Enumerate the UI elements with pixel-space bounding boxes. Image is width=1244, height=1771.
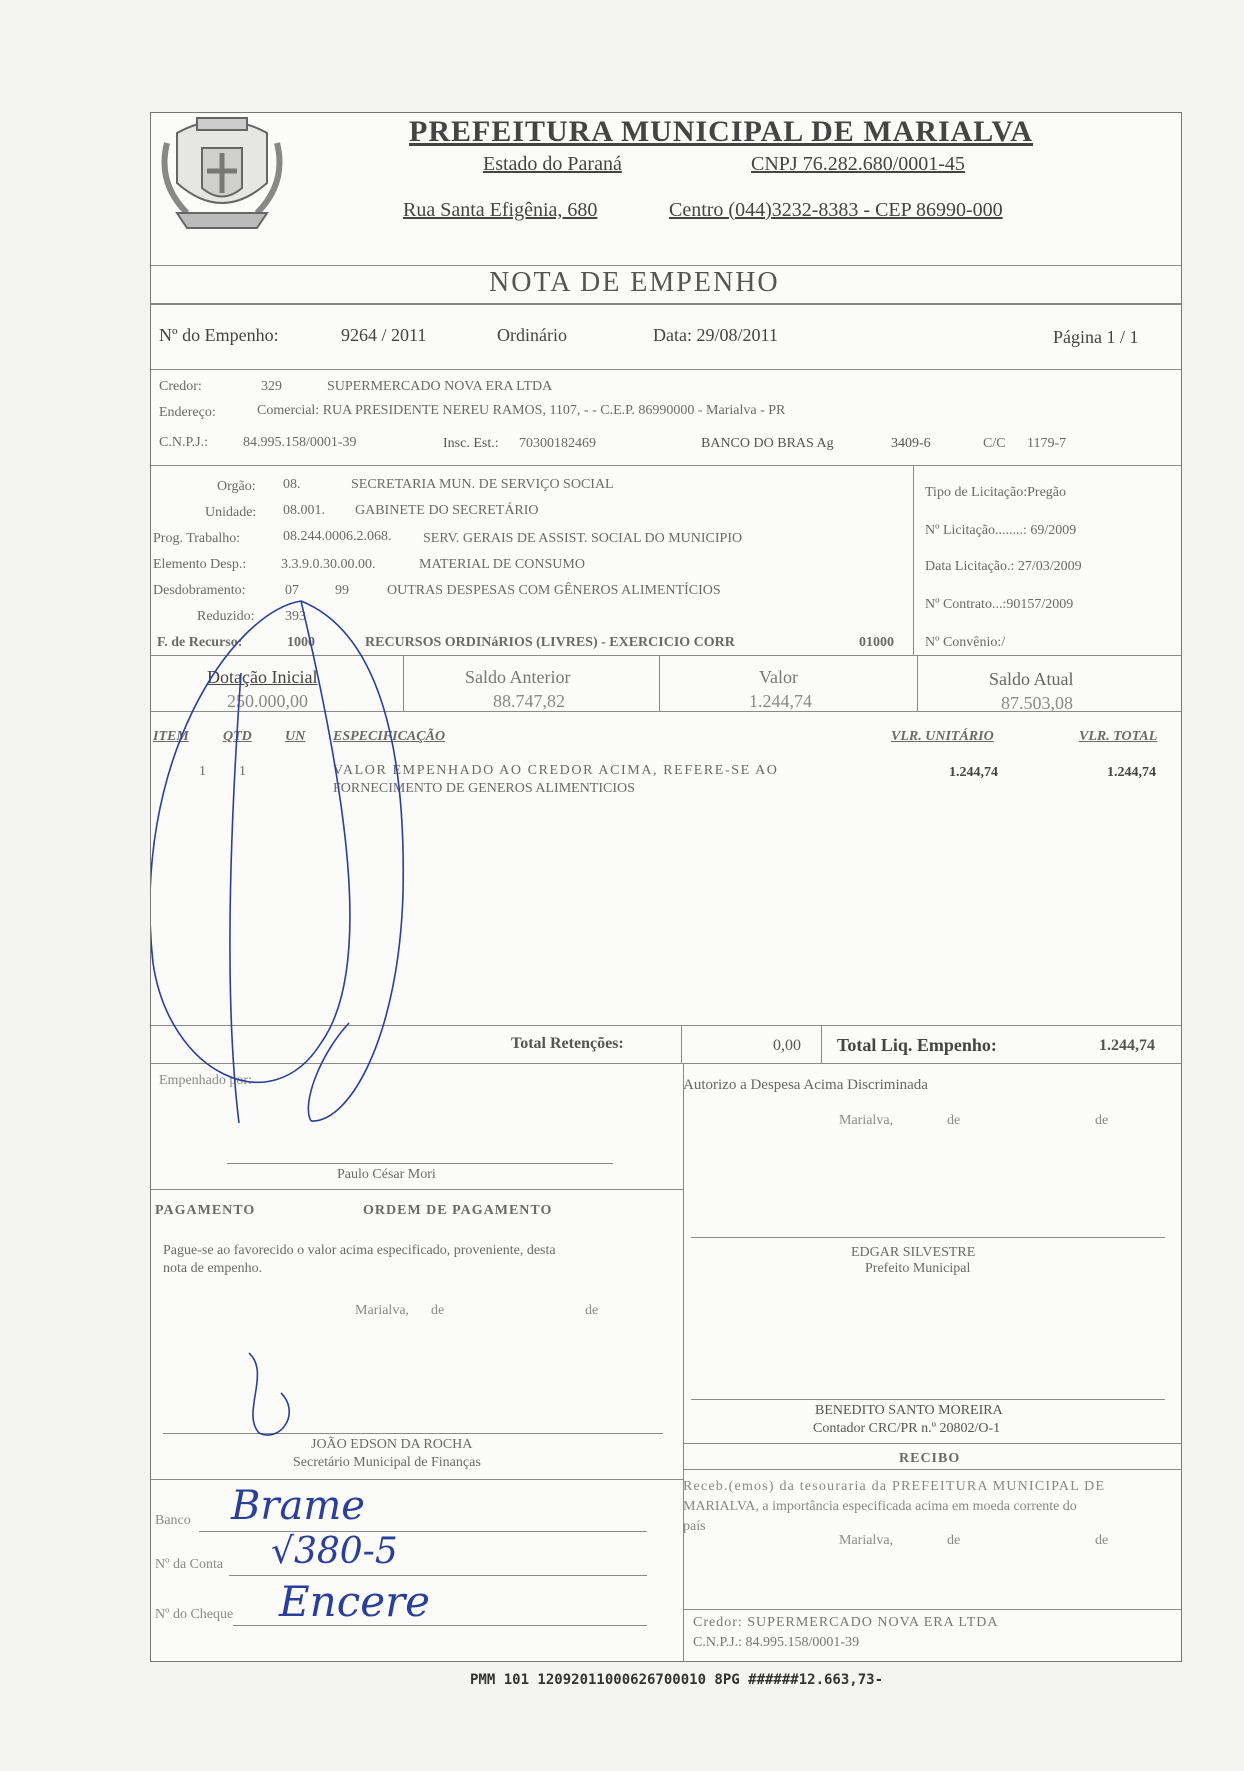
numero-contrato: Nº Contrato...:90157/2009 bbox=[925, 597, 1074, 612]
empenhado-por-label: Empenhado por: bbox=[159, 1073, 252, 1088]
desdobramento-label: Desdobramento: bbox=[153, 583, 246, 598]
elemento-despesa-label: Elemento Desp.: bbox=[153, 557, 247, 572]
valor-value: 1.244,74 bbox=[749, 691, 812, 711]
ordem-de-pagamento-label: ORDEM DE PAGAMENTO bbox=[363, 1203, 553, 1218]
bank-agency: 3409-6 bbox=[891, 436, 931, 451]
column-header-un: UN bbox=[285, 729, 306, 744]
orgao-value: 08. bbox=[283, 477, 301, 492]
recibo-de-2: de bbox=[1095, 1533, 1109, 1548]
cnpj-label: C.N.P.J.: bbox=[159, 435, 209, 450]
cc-value: 1179-7 bbox=[1027, 436, 1067, 451]
elemento-despesa-value: 3.3.9.0.30.00.00. bbox=[281, 557, 376, 572]
unidade-label: Unidade: bbox=[205, 505, 257, 520]
dotacao-inicial-label: Dotação Inicial bbox=[207, 667, 318, 687]
saldo-anterior-label: Saldo Anterior bbox=[465, 667, 571, 687]
total-liquido-value: 1.244,74 bbox=[1099, 1037, 1155, 1054]
saldo-anterior-value: 88.747,82 bbox=[493, 691, 565, 711]
fonte-recurso-value: 1000 bbox=[287, 635, 315, 650]
prog-trabalho-value: 08.244.0006.2.068. bbox=[283, 529, 392, 544]
valor-label: Valor bbox=[759, 667, 798, 687]
credor-cnpj: 84.995.158/0001-39 bbox=[243, 435, 357, 450]
pagamento-marialva: Marialva, bbox=[355, 1303, 410, 1318]
cc-label: C/C bbox=[983, 436, 1006, 451]
item-number: 1 bbox=[199, 764, 206, 779]
desdobramento-description: OUTRAS DESPESAS COM GÊNEROS ALIMENTÍCIOS bbox=[387, 583, 721, 598]
document-title: NOTA DE EMPENHO bbox=[489, 267, 780, 298]
empenho-date: Data: 29/08/2011 bbox=[653, 325, 778, 345]
prog-trabalho-label: Prog. Trabalho: bbox=[153, 531, 241, 546]
dotacao-inicial-value: 250.000,00 bbox=[227, 691, 308, 711]
contador-title: Contador CRC/PR n.º 20802/O-1 bbox=[813, 1421, 1001, 1436]
secretario-financas-title: Secretário Municipal de Finanças bbox=[293, 1455, 481, 1470]
empenho-type: Ordinário bbox=[497, 325, 567, 345]
credor-code: 329 bbox=[261, 379, 282, 394]
autorizo-de-2: de bbox=[1095, 1113, 1109, 1128]
footer-code: PMM 101 12092011000626700010 8PG ######12.663,73- bbox=[470, 1672, 884, 1688]
column-header-qtd: QTD bbox=[223, 729, 252, 744]
endereco-label: Endereço: bbox=[159, 405, 216, 420]
orgao-description: SECRETARIA MUN. DE SERVIÇO SOCIAL bbox=[351, 477, 614, 492]
unidade-description: GABINETE DO SECRETÁRIO bbox=[355, 503, 539, 518]
item-specification-line2: FORNECIMENTO DE GENEROS ALIMENTICIOS bbox=[333, 781, 635, 796]
credor-label: Credor: bbox=[159, 379, 202, 394]
desdobramento-code-a: 07 bbox=[285, 583, 299, 598]
reduzido-label: Reduzido: bbox=[197, 609, 255, 624]
conta-handwritten: √380-5 bbox=[271, 1531, 398, 1572]
state-name: Estado do Paraná bbox=[483, 153, 622, 175]
unidade-value: 08.001. bbox=[283, 503, 325, 518]
item-total-value: 1.244,74 bbox=[1107, 765, 1156, 780]
autorizo-marialva: Marialva, bbox=[839, 1113, 894, 1128]
item-quantity: 1 bbox=[239, 764, 246, 779]
recibo-marialva: Marialva, bbox=[839, 1533, 894, 1548]
prefeitura-cnpj: CNPJ 76.282.680/0001-45 bbox=[751, 153, 965, 175]
column-header-vlr-unitario: VLR. UNITÁRIO bbox=[891, 729, 994, 744]
item-specification-line1: VALOR EMPENHADO AO CREDOR ACIMA, REFERE-SE AO bbox=[333, 763, 779, 778]
pagamento-label: PAGAMENTO bbox=[155, 1203, 256, 1218]
reduzido-value: 393 bbox=[285, 609, 306, 624]
total-liquido-label: Total Liq. Empenho: bbox=[837, 1035, 997, 1055]
prefeitura-district-phone: Centro (044)3232-8383 - CEP 86990-000 bbox=[669, 199, 1003, 221]
orgao-label: Orgão: bbox=[217, 479, 256, 494]
autorizo-de-1: de bbox=[947, 1113, 961, 1128]
column-header-especificacao: ESPECIFICAÇÃO bbox=[333, 729, 446, 744]
total-retencoes-label: Total Retenções: bbox=[511, 1035, 624, 1052]
recibo-credor: Credor: SUPERMERCADO NOVA ERA LTDA bbox=[693, 1615, 999, 1630]
recibo-text-line3: país bbox=[683, 1519, 706, 1534]
banco-handwritten: Brame bbox=[231, 1483, 365, 1529]
empenhado-por-name: Paulo César Mori bbox=[337, 1167, 436, 1182]
prefeitura-title: PREFEITURA MUNICIPAL DE MARIALVA bbox=[409, 115, 1034, 148]
recibo-de-1: de bbox=[947, 1533, 961, 1548]
empenho-number-label: Nº do Empenho: bbox=[159, 325, 279, 345]
elemento-despesa-description: MATERIAL DE CONSUMO bbox=[419, 557, 585, 572]
pagamento-de-1: de bbox=[431, 1303, 445, 1318]
prefeito-name: EDGAR SILVESTRE bbox=[851, 1245, 976, 1260]
prefeitura-address: Rua Santa Efigênia, 680 bbox=[403, 199, 598, 221]
numero-licitacao: Nº Licitação........: 69/2009 bbox=[925, 523, 1077, 538]
saldo-atual-label: Saldo Atual bbox=[989, 669, 1074, 689]
pagamento-de-2: de bbox=[585, 1303, 599, 1318]
handwritten-signature-empenho bbox=[151, 113, 1181, 1661]
recibo-text-line1: Receb.(emos) da tesouraria da PREFEITURA MUNICIPAL DE bbox=[683, 1479, 1106, 1494]
cheque-handwritten: Encere bbox=[279, 1577, 431, 1626]
insc-est-value: 70300182469 bbox=[519, 436, 596, 451]
bank-name: BANCO DO BRAS Ag bbox=[701, 436, 834, 451]
secretario-financas-name: JOÃO EDSON DA ROCHA bbox=[311, 1437, 473, 1452]
numero-convenio: Nº Convênio:/ bbox=[925, 635, 1006, 650]
autorizo-despesa-text: Autorizo a Despesa Acima Discriminada bbox=[683, 1077, 928, 1093]
pagamento-text-line2: nota de empenho. bbox=[163, 1261, 263, 1276]
recibo-text-line2: MARIALVA, a importância especificada acima em moeda corrente do bbox=[683, 1499, 1077, 1514]
prefeito-title: Prefeito Municipal bbox=[865, 1261, 971, 1276]
page-number: Página 1 / 1 bbox=[1053, 327, 1139, 347]
nota-de-empenho-document bbox=[150, 112, 1182, 1662]
empenho-number: 9264 / 2011 bbox=[341, 325, 427, 345]
recibo-label: RECIBO bbox=[899, 1451, 961, 1466]
tipo-licitacao: Tipo de Licitação:Pregão bbox=[925, 485, 1067, 500]
pagamento-text-line1: Pague-se ao favorecido o valor acima especificado, proveniente, desta bbox=[163, 1243, 556, 1258]
insc-est-label: Insc. Est.: bbox=[443, 436, 499, 451]
conta-label: Nº da Conta bbox=[155, 1557, 224, 1572]
data-licitacao: Data Licitação.: 27/03/2009 bbox=[925, 559, 1082, 574]
cheque-label: Nº do Cheque bbox=[155, 1607, 234, 1622]
saldo-atual-value: 87.503,08 bbox=[1001, 693, 1073, 713]
prog-trabalho-description: SERV. GERAIS DE ASSIST. SOCIAL DO MUNICIPIO bbox=[423, 531, 743, 546]
total-retencoes-value: 0,00 bbox=[773, 1037, 801, 1054]
credor-name: SUPERMERCADO NOVA ERA LTDA bbox=[327, 379, 553, 394]
column-header-item: ITEM bbox=[153, 729, 189, 744]
banco-label: Banco bbox=[155, 1513, 191, 1528]
fonte-recurso-code: 01000 bbox=[859, 635, 894, 650]
endereco-value: Comercial: RUA PRESIDENTE NEREU RAMOS, 1107, - - C.E.P. 86990000 - Marialva - PR bbox=[257, 403, 786, 418]
item-unit-value: 1.244,74 bbox=[949, 765, 998, 780]
column-header-vlr-total: VLR. TOTAL bbox=[1079, 729, 1158, 744]
fonte-recurso-label: F. de Recurso: bbox=[157, 635, 243, 650]
fonte-recurso-description: RECURSOS ORDINáRIOS (LIVRES) - EXERCICIO CORR bbox=[365, 635, 735, 650]
recibo-cnpj: C.N.P.J.: 84.995.158/0001-39 bbox=[693, 1635, 860, 1650]
contador-name: BENEDITO SANTO MOREIRA bbox=[815, 1403, 1003, 1418]
desdobramento-code-b: 99 bbox=[335, 583, 349, 598]
